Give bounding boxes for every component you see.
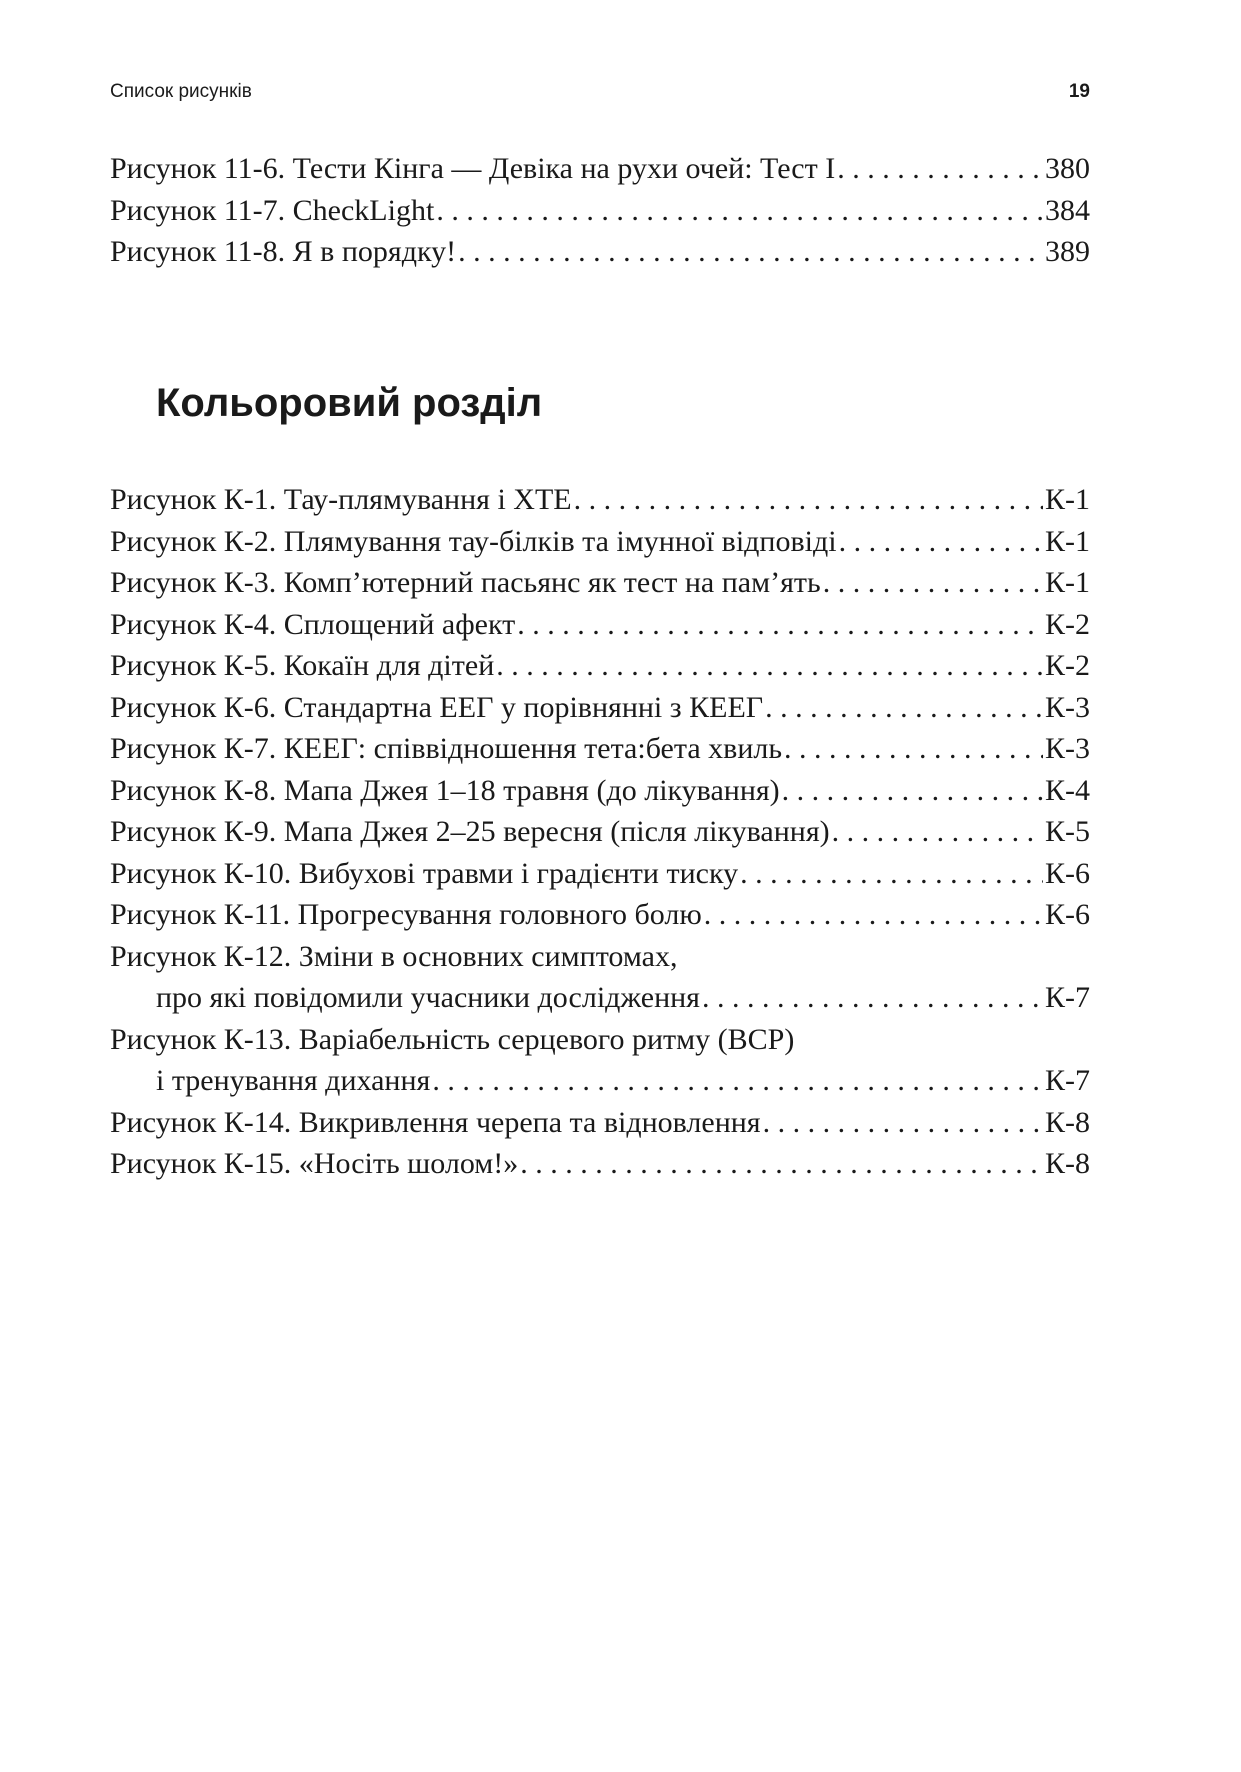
- toc-entry-page: К-6: [1045, 898, 1090, 931]
- toc-entry-label: Рисунок К-14. Викривлення черепа та відновлення: [110, 1105, 761, 1139]
- page-number: 19: [1068, 81, 1090, 102]
- toc-entry[interactable]: [110, 811, 1090, 853]
- toc-entry-continuation-text: про які повідомили учасники дослідження: [156, 981, 700, 1014]
- toc-entry-label: Рисунок К-5. Кокаїн для дітей: [110, 649, 495, 682]
- dot-leader: [702, 977, 1043, 1019]
- toc-entry-continuation[interactable]: [110, 1060, 1090, 1102]
- toc-entry-page: К-5: [1045, 815, 1090, 848]
- toc-entry[interactable]: [110, 190, 1090, 232]
- running-title: Список рисунків: [110, 81, 252, 102]
- toc-entry-first-line[interactable]: [110, 1019, 1090, 1061]
- dot-leader: [436, 190, 1043, 232]
- toc-entry-label: Рисунок К-10. Вибухові травми і градієнти тиску: [110, 856, 739, 890]
- dot-leader: [432, 1060, 1043, 1102]
- dot-leader: [574, 479, 1043, 521]
- dot-leader: [782, 770, 1043, 812]
- toc-entry[interactable]: [110, 562, 1090, 604]
- toc-entry-label: Рисунок К-12. Зміни в основних симптомах,: [110, 939, 678, 973]
- toc-entry-first-line[interactable]: [110, 936, 1090, 978]
- toc-entry-page: К-7: [1045, 981, 1090, 1014]
- toc-entry-page: К-3: [1045, 690, 1090, 724]
- dot-leader: [784, 728, 1043, 770]
- dot-leader: [839, 521, 1043, 563]
- toc-entry[interactable]: [110, 231, 1090, 273]
- toc-entry[interactable]: [110, 645, 1090, 687]
- toc-entry-page: К-6: [1045, 856, 1090, 890]
- toc-entry-label: Рисунок 11-6. Тести Кінга — Девіка на рухи очей: Тест І: [110, 152, 836, 185]
- toc-entry[interactable]: [110, 604, 1090, 646]
- toc-entry[interactable]: [110, 148, 1090, 190]
- toc-entry[interactable]: [110, 770, 1090, 812]
- dot-leader: [704, 894, 1043, 936]
- toc-entry-page: К-2: [1045, 607, 1090, 641]
- toc-entry-page: К-1: [1045, 566, 1090, 599]
- toc-entry[interactable]: [110, 479, 1090, 521]
- toc-entry[interactable]: [110, 853, 1090, 895]
- toc-entry-label: Рисунок К-3. Комп’ютерний пасьянс як тест на пам’ять: [110, 566, 821, 599]
- figure-list-top: [110, 148, 1090, 273]
- toc-entry-label: Рисунок К-11. Прогресування головного болю: [110, 898, 702, 931]
- dot-leader: [832, 811, 1043, 853]
- toc-entry-continuation-text: і тренування дихання: [156, 1064, 431, 1097]
- toc-entry-page: 380: [1045, 152, 1090, 185]
- toc-entry-label: Рисунок К-4. Сплощений афект: [110, 607, 516, 641]
- toc-entry-label: Рисунок К-8. Мапа Джея 1–18 травня (до лікування): [110, 773, 780, 807]
- toc-entry[interactable]: [110, 728, 1090, 770]
- dot-leader: [837, 148, 1043, 190]
- figure-list-color-section: [110, 479, 1090, 1185]
- toc-entry[interactable]: [110, 894, 1090, 936]
- section-heading: Кольоровий розділ: [156, 381, 543, 425]
- toc-entry-page: К-4: [1045, 773, 1090, 807]
- toc-entry-label: Рисунок 11-8. Я в порядку!: [110, 235, 457, 268]
- toc-entry-page: К-8: [1045, 1147, 1090, 1180]
- dot-leader: [763, 1102, 1043, 1144]
- toc-entry-page: К-3: [1045, 732, 1090, 765]
- toc-entry-page: К-8: [1045, 1105, 1090, 1139]
- toc-entry-page: К-7: [1045, 1064, 1090, 1097]
- dot-leader: [458, 231, 1043, 273]
- running-header: [110, 78, 1090, 106]
- toc-entry[interactable]: [110, 521, 1090, 563]
- toc-entry-label: Рисунок К-9. Мапа Джея 2–25 вересня (після лікування): [110, 815, 830, 848]
- toc-entry-label: Рисунок К-1. Тау-плямування і ХТЕ: [110, 483, 572, 516]
- toc-entry-label: Рисунок 11-7. CheckLight: [110, 193, 435, 227]
- toc-entry-label: Рисунок К-13. Варіабельність серцевого ритму (ВСР): [110, 1022, 795, 1056]
- toc-entry-continuation[interactable]: [110, 977, 1090, 1019]
- toc-entry-label: Рисунок К-2. Плямування тау-білків та імунної відповіді: [110, 524, 837, 558]
- toc-entry[interactable]: [110, 1102, 1090, 1144]
- dot-leader: [520, 1143, 1043, 1185]
- toc-entry-label: Рисунок К-6. Стандартна ЕЕГ у порівнянні з КЕЕГ: [110, 690, 764, 724]
- dot-leader: [740, 853, 1043, 895]
- toc-entry-page: К-2: [1045, 649, 1090, 682]
- dot-leader: [517, 604, 1043, 646]
- dot-leader: [496, 645, 1043, 687]
- dot-leader: [823, 562, 1043, 604]
- toc-entry-page: 389: [1045, 235, 1090, 268]
- toc-entry[interactable]: [110, 687, 1090, 729]
- toc-entry-page: К-1: [1045, 524, 1090, 558]
- dot-leader: [765, 687, 1043, 729]
- toc-entry-label: Рисунок К-15. «Носіть шолом!»: [110, 1147, 519, 1180]
- toc-entry-label: Рисунок К-7. КЕЕГ: співвідношення тета:бета хвиль: [110, 732, 783, 765]
- toc-entry-page: К-1: [1045, 483, 1090, 516]
- toc-entry-page: 384: [1045, 193, 1090, 227]
- toc-entry[interactable]: [110, 1143, 1090, 1185]
